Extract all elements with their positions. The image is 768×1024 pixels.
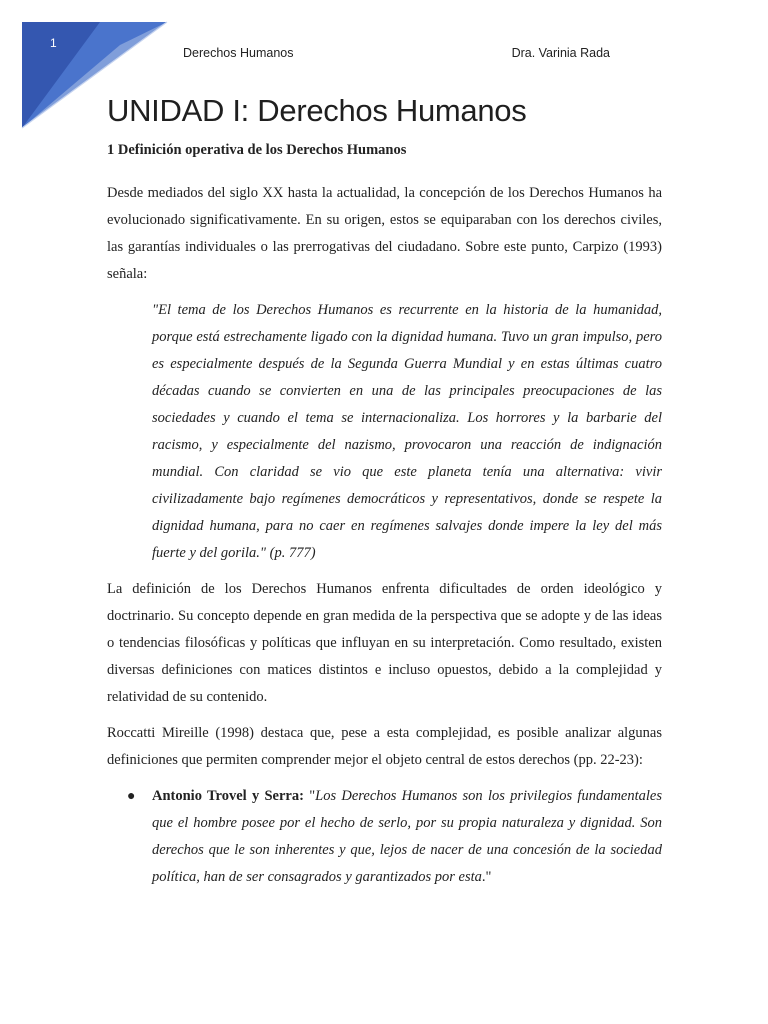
definition-author: Antonio Trovel y Serra: [152, 788, 304, 804]
running-header [183, 46, 610, 60]
paragraph-definition: La definición de los Derechos Humanos enfrenta dificultades de orden ideológico y doctrinario. Su concepto depende en gran medida de la perspectiva que se adopte y de las ideas o tendencias filosóficas y políticas que influyan en su interpretación. Como resultado, existen diversas definiciones con matices distintos e incluso opuestos, debido a la complejidad y relatividad de su contenido. [107, 581, 662, 705]
paragraph-roccatti: Roccatti Mireille (1998) destaca que, pese a esta complejidad, es posible analizar algunas definiciones que permiten comprender mejor el objeto central de estos derechos (pp. 22-23): [107, 725, 662, 768]
definition-open-quote: " [303, 788, 316, 804]
page-number: 1 [50, 36, 57, 50]
list-item [107, 783, 662, 891]
definition-close-quote: ." [481, 869, 492, 885]
block-quote-carpizo: "El tema de los Derechos Humanos es recurrente en la historia de la humanidad, porque está estrechamente ligado con la dignidad humana. Tuvo un gran impulso, pero es especialmente después de la Segunda Guerra Mundial y en estas últimas cuatro décadas cuando se convierten en una de las principales preocupaciones de las sociedades y cuando el tema se internacionaliza. Los horrores y la barbarie del racismo, y especialmente del nazismo, provocaron una reacción de indignación mundial. Con claridad se vio que este planeta tenía una alternativa: vivir civilizadamente bajo regímenes democráticos y representativos, donde se respete la dignidad humana, para no caer en regímenes salvajes donde impere la ley del más fuerte y del gorila." (p. 777) [152, 302, 662, 561]
bullet-icon: ● [127, 789, 136, 804]
header-author: Dra. Varinia Rada [511, 46, 610, 60]
section-heading: 1 Definición operativa de los Derechos Humanos [107, 142, 407, 158]
paragraph-intro: Desde mediados del siglo XX hasta la actualidad, la concepción de los Derechos Humanos ha evolucionado significativamente. En su origen, estos se equiparaban con los derechos civiles, las garantías individuales o las prerrogativas del ciudadano. Sobre este punto, Carpizo (1993) señala: [107, 185, 662, 282]
unit-title: UNIDAD I: Derechos Humanos [107, 93, 527, 128]
definitions-list [107, 783, 662, 891]
definition-quote: Los Derechos Humanos son los privilegios fundamentales que el hombre posee por el hecho de serlo, por su propia naturaleza y dignidad. Son derechos que le son inherentes y que, lejos de nacer de una concesión de la sociedad política, han de ser consagrados y garantizados por esta [152, 788, 663, 885]
document-body [107, 140, 662, 891]
header-left-title: Derechos Humanos [183, 46, 294, 60]
